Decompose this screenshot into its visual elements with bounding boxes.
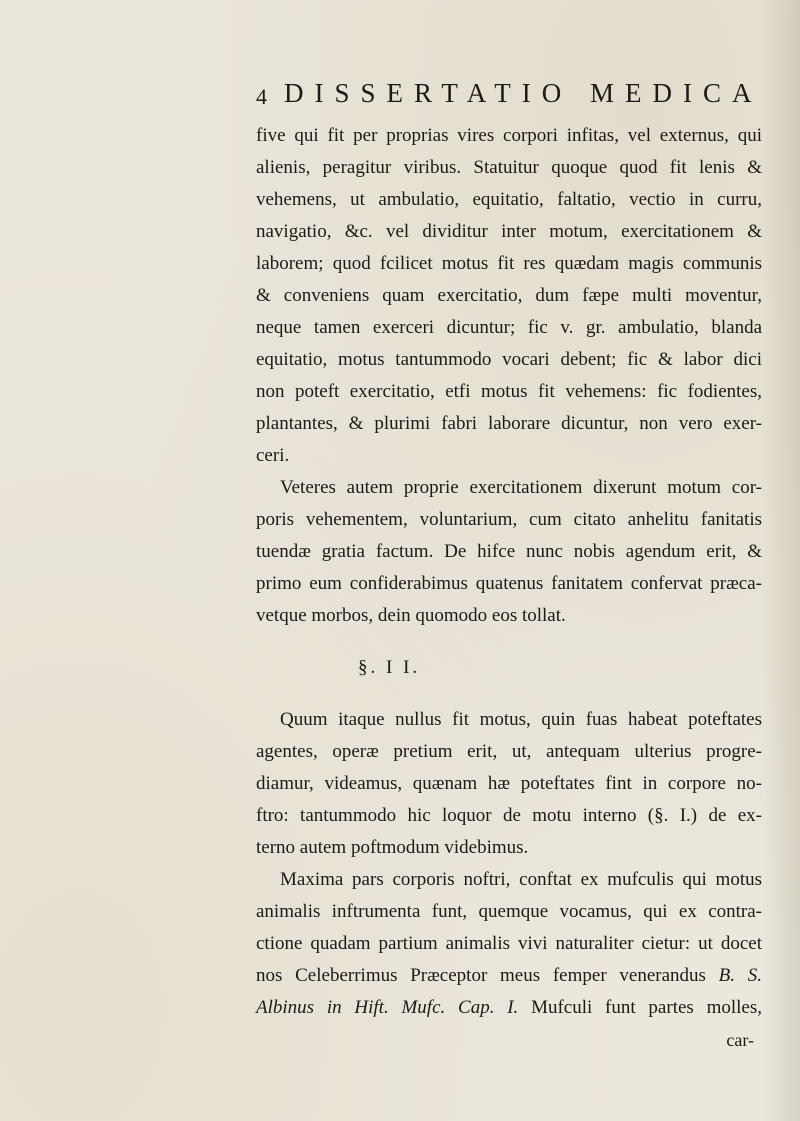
text-line: laborem; quod fcilicet motus fit res quædam magis communis: [256, 253, 762, 274]
text-line: [256, 960, 762, 992]
paragraph-4: [256, 864, 762, 1024]
text-line: Veteres autem proprie exercitationem dixerunt motum cor-: [280, 477, 762, 498]
body-text: [256, 120, 762, 1056]
section-heading: §. I I.: [358, 657, 421, 678]
text-line: vehemens, ut ambulatio, equitatio, faltatio, vectio in curru,: [256, 189, 762, 210]
text-line: alienis, peragitur viribus. Statuitur quoque quod fit lenis &: [256, 157, 762, 178]
text-line: navigatio, &c. vel dividitur inter motum, exercitationem &: [256, 221, 762, 242]
text-line: animalis inftrumenta funt, quemque vocamus, qui ex contra-: [256, 901, 762, 922]
text-line: agentes, operæ pretium erit, ut, antequam ulterius progre-: [256, 741, 762, 762]
page-number: 4: [256, 84, 267, 109]
text-line: plantantes, & plurimi fabri laborare dicuntur, non vero exer-: [256, 413, 762, 434]
running-head: [256, 78, 776, 114]
text-line: terno autem poftmodum videbimus.: [256, 837, 529, 858]
paragraph-2: [256, 472, 762, 632]
text-line: poris vehementem, voluntarium, cum citato anhelitu fanitatis: [256, 509, 762, 530]
citation-reference: Albinus in Hift. Mufc. Cap. I.: [256, 997, 519, 1018]
text-line: Quum itaque nullus fit motus, quin fuas habeat poteftates: [280, 709, 762, 730]
page-edge-shadow: [762, 0, 800, 1121]
text-line: [256, 992, 762, 1024]
running-title: DISSERTATIO MEDICA: [284, 78, 763, 108]
text-line: primo eum confiderabimus quatenus fanitatem confervat præca-: [256, 573, 762, 594]
text-line: Maxima pars corporis noftri, conftat ex mufculis qui motus: [280, 869, 762, 890]
paragraph-1: [256, 120, 762, 472]
text-line: vetque morbos, dein quomodo eos tollat.: [256, 605, 566, 626]
text-line: five qui fit per proprias vires corpori infitas, vel externus, qui: [256, 125, 762, 146]
text-line: ceri.: [256, 445, 290, 466]
text-segment: Mufculi funt partes molles,: [518, 997, 762, 1018]
text-segment: nos Celeberrimus Præceptor meus femper venerandus: [256, 965, 706, 986]
text-line: & conveniens quam exercitatio, dum fæpe multi moventur,: [256, 285, 762, 306]
paragraph-3: [256, 704, 762, 864]
text-line: ftro: tantummodo hic loquor de motu interno (§. I.) de ex-: [256, 805, 762, 826]
text-line: neque tamen exerceri dicuntur; fic v. gr. ambulatio, blanda: [256, 317, 762, 338]
text-line: non poteft exercitatio, etfi motus fit vehemens: fic fodientes,: [256, 381, 762, 402]
text-line: tuendæ gratia factum. De hifce nunc nobis agendum erit, &: [256, 541, 762, 562]
text-line: ctione quadam partium animalis vivi naturaliter cietur: ut docet: [256, 933, 762, 954]
text-line: equitatio, motus tantummodo vocari debent; fic & labor dici: [256, 349, 762, 370]
catchword: car-: [726, 1030, 754, 1050]
author-initials: B. S.: [705, 965, 763, 986]
text-line: diamur, videamus, quænam hæ poteftates fint in corpore no-: [256, 773, 762, 794]
